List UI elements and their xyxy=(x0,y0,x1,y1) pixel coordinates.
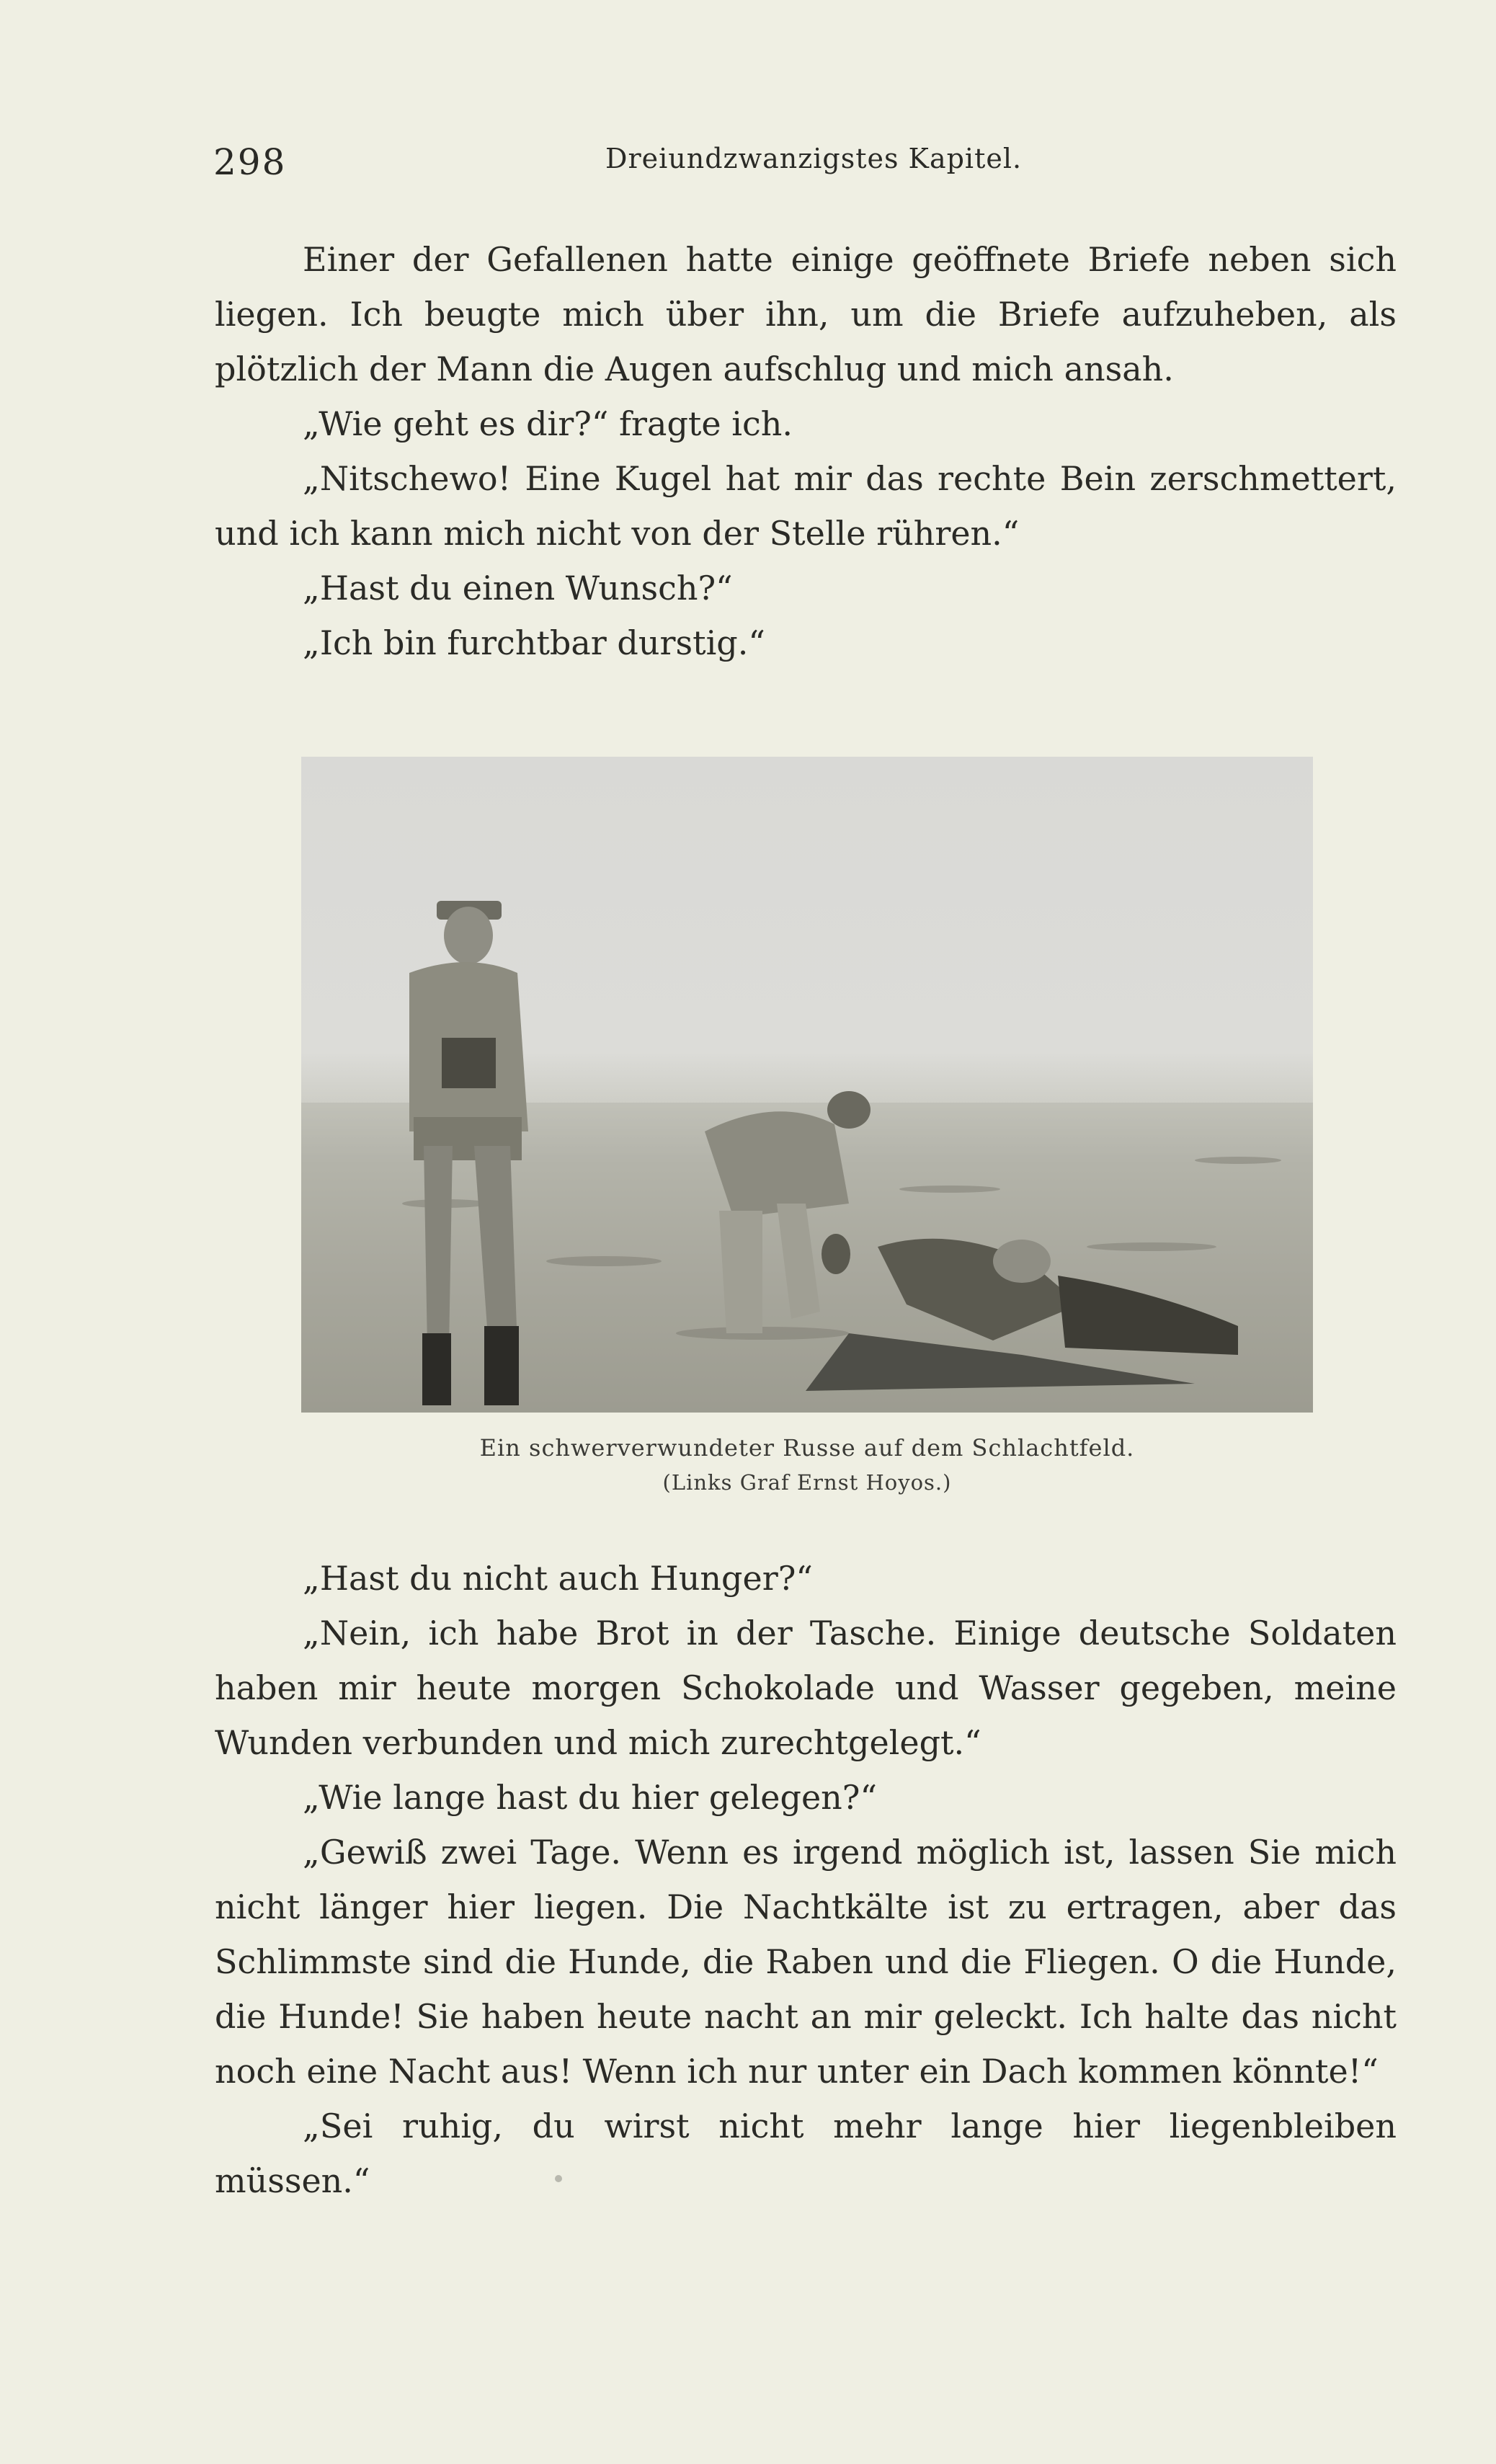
page-number: 298 xyxy=(213,141,287,183)
paragraph: „Hast du einen Wunsch?“ xyxy=(303,569,733,608)
paragraph: „Gewiß zwei Tage. Wenn es irgend möglich ist, lassen Sie mich nicht länger hier liegen. Die Nachtkälte ist zu ertragen, aber das Schlimmste sind die Hunde, die Raben und die Fliegen. O die Hunde, die Hunde! Sie haben heute nacht an mir geleckt. Ich halte das nicht noch eine Nacht aus! Wenn ich nur unter ein Dach kommen könnte!“ xyxy=(215,1833,1397,2091)
paragraph: „Ich bin furchtbar durstig.“ xyxy=(303,623,765,662)
photo-illustration xyxy=(301,757,1313,1413)
bottom-text-block xyxy=(215,1551,1397,2208)
paper-speck xyxy=(555,2175,562,2182)
paragraph: „Sei ruhig, du wirst nicht mehr lange hier liegenbleiben müssen.“ xyxy=(215,2107,1397,2200)
paragraph: „Hast du nicht auch Hunger?“ xyxy=(303,1559,813,1598)
paragraph: „Nitschewo! Eine Kugel hat mir das rechte Bein zerschmettert, und ich kann mich nicht von der Stelle rühren.“ xyxy=(215,459,1397,553)
paragraph: Einer der Gefallenen hatte einige geöffnete Briefe neben sich liegen. Ich beugte mich über ihn, um die Briefe aufzuheben, als plötzlich der Mann die Augen aufschlug und mich ansah. xyxy=(215,240,1397,388)
running-head: Dreiundzwanzigstes Kapitel. xyxy=(605,143,1023,174)
figure-caption: Ein schwerverwundeter Russe auf dem Schlachtfeld. xyxy=(479,1434,1135,1462)
paragraph: „Wie geht es dir?“ fragte ich. xyxy=(303,404,793,443)
battlefield-photo xyxy=(301,757,1313,1413)
paragraph: „Nein, ich habe Brot in der Tasche. Einige deutsche Soldaten haben mir heute morgen Schokolade und Wasser gegeben, meine Wunden verbunden und mich zurechtgelegt.“ xyxy=(215,1614,1397,1762)
figure-caption-credit: (Links Graf Ernst Hoyos.) xyxy=(662,1470,952,1495)
top-text-block xyxy=(215,232,1397,670)
paragraph: „Wie lange hast du hier gelegen?“ xyxy=(303,1778,877,1817)
